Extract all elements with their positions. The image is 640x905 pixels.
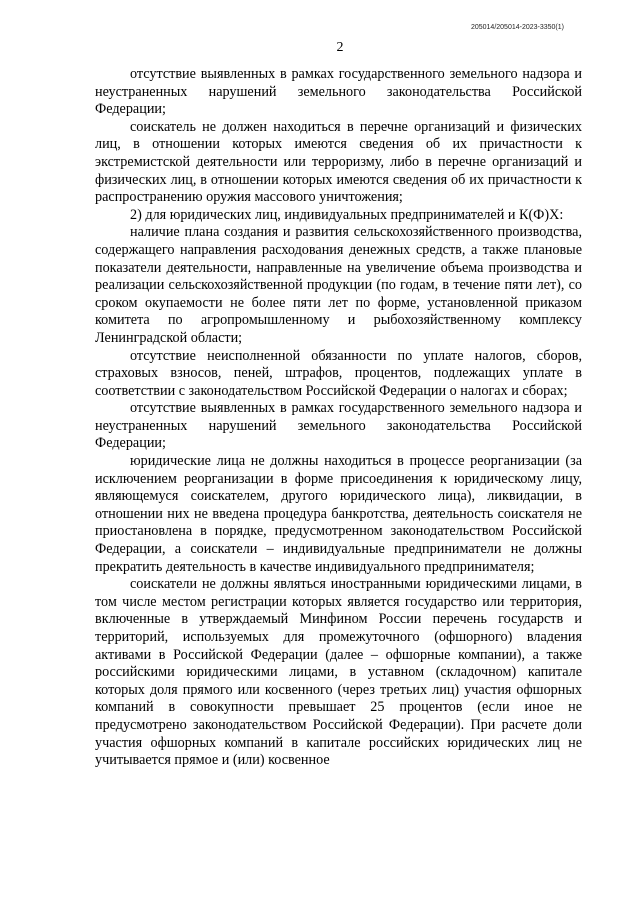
paragraph: юридические лица не должны находиться в процессе реорганизации (за исключением реорганизации в форме присоединения к юридическому лицу, являющемуся соискателем, другого юридического лица), ликвидации, в отношении них не введена процедура банкротства, деятельность соискателя не приостановлена в порядке, предусмотренном законодательством Российской Федерации, а соискатели – индивидуальные предприниматели не должны прекратить деятельность в качестве индивидуального предпринимателя; (95, 453, 582, 575)
paragraph: 2) для юридических лиц, индивидуальных предпринимателей и К(Ф)Х: (130, 206, 564, 223)
paragraph: отсутствие выявленных в рамках государственного земельного надзора и неустраненных нарушений земельного законодательства Российской Федерации; (95, 400, 582, 452)
document-body (95, 66, 582, 770)
paragraph: отсутствие выявленных в рамках государственного земельного надзора и неустраненных нарушений земельного законодательства Российской Федерации; (95, 66, 582, 118)
paragraph: наличие плана создания и развития сельскохозяйственного производства, содержащего направления расходования денежных средств, а также плановые показатели деятельности, направленные на увеличение объема производства и реализации сельскохозяйственной продукции (по годам, в течение пяти лет), со сроком окупаемости не более пяти лет по форме, установленной приказом комитета по агропромышленному и рыбохозяйственному комплексу Ленинградской области; (95, 224, 582, 346)
paragraph: соискатели не должны являться иностранными юридическими лицами, в том числе местом регистрации которых является государство или территория, включенные в утверждаемый Минфином России перечень государств и территорий, используемых для промежуточного (офшорного) владения активами в Российской Федерации (далее – офшорные компании), а также российскими юридическими лицами, в уставном (складочном) капитале которых доля прямого или косвенного (через третьих лиц) участия офшорных компаний в совокупности превышает 25 процентов (если иное не предусмотрено законодательством Российской Федерации). При расчете доли участия офшорных компаний в капитале российских юридических лиц не учитывается прямое и (или) косвенное (95, 576, 582, 769)
document-id: 205014/205014-2023-3350(1) (470, 24, 564, 31)
paragraph: отсутствие неисполненной обязанности по уплате налогов, сборов, страховых взносов, пеней, штрафов, процентов, подлежащих уплате в соответствии с законодательством Российской Федерации о налогах и сборах; (95, 347, 582, 399)
page-number: 2 (336, 40, 344, 55)
paragraph: соискатель не должен находиться в перечне организаций и физических лиц, в отношении которых имеются сведения об их причастности к экстремистской деятельности или терроризму, либо в перечне организаций и физических лиц, в отношении которых имеются сведения об их причастности к распространению оружия массового уничтожения; (95, 118, 582, 206)
